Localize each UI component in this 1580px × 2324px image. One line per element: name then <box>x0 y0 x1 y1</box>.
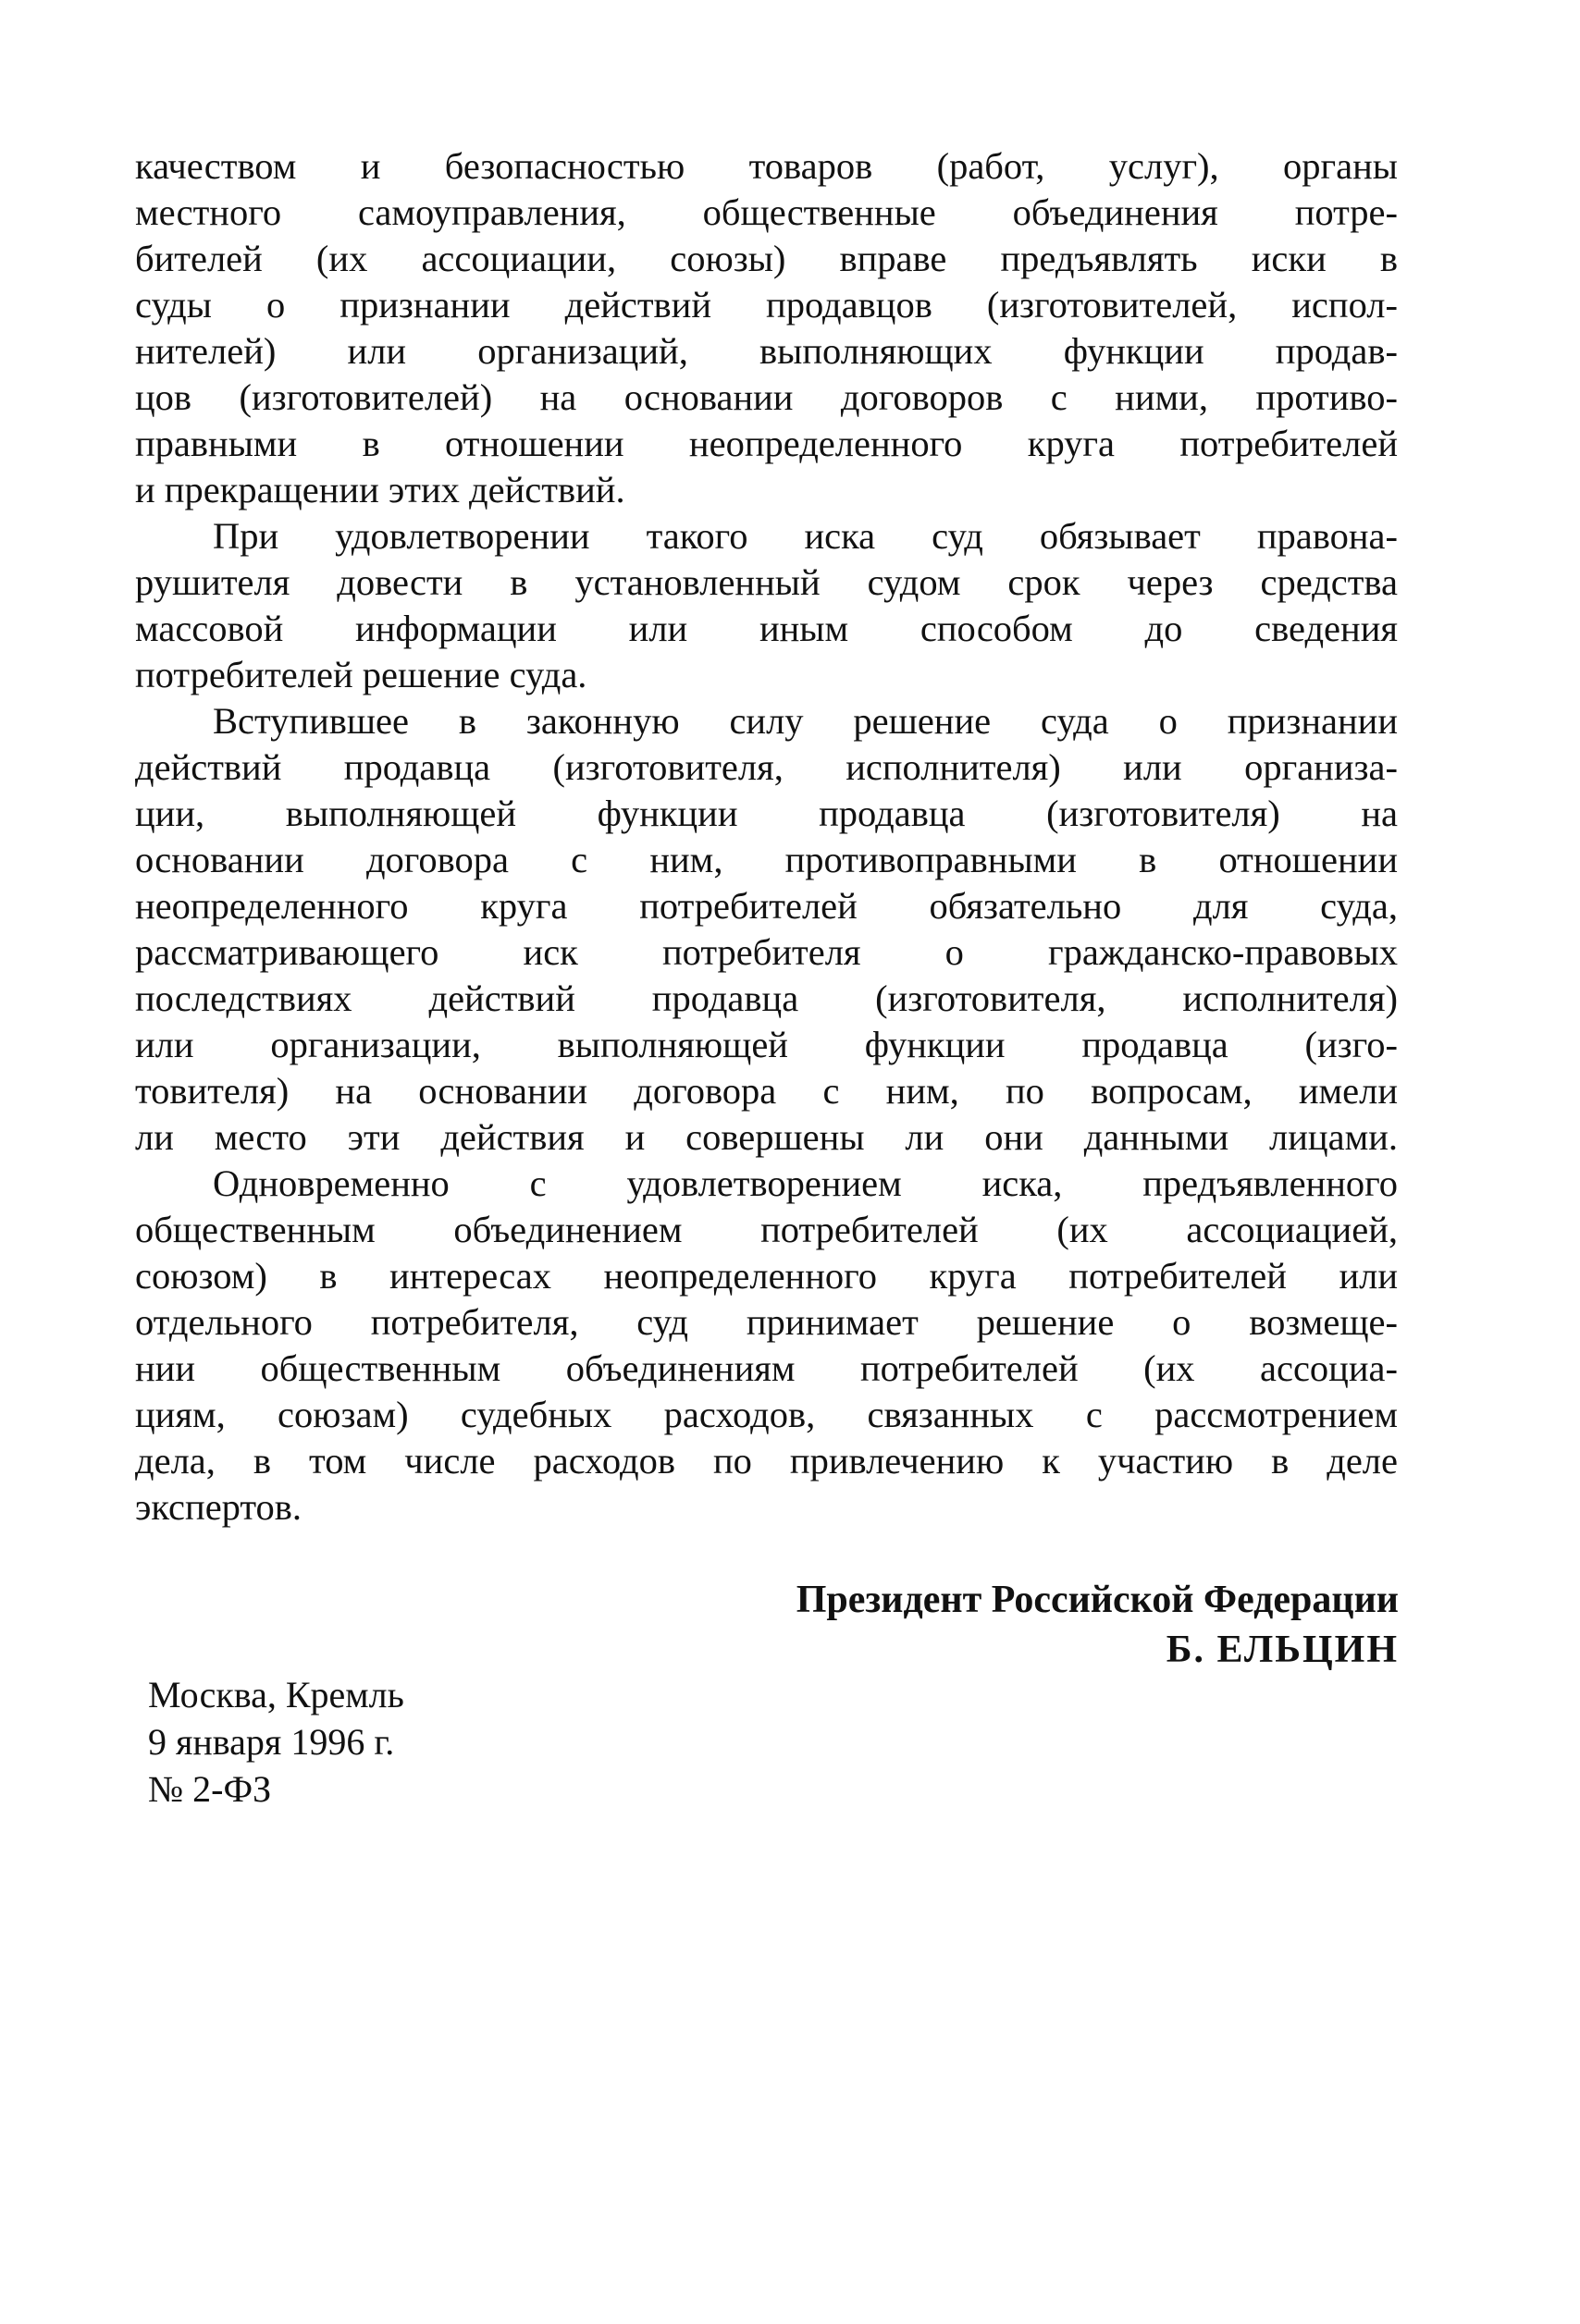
text-line: циям, союзам) судебных расходов, связанных с рассмотрением <box>135 1394 1398 1435</box>
text-line: основании договора с ним, противоправными в отношении <box>135 839 1398 880</box>
text-line: действий продавца (изготовителя, исполнителя) или организа- <box>135 746 1398 788</box>
text-line: ли место эти действия и совершены ли они данными лицами. <box>135 1116 1398 1158</box>
signature-name: Б. ЕЛЬЦИН <box>1166 1629 1399 1671</box>
text-line: потребителей решение суда. <box>135 654 587 695</box>
paragraph-1 <box>135 143 1398 513</box>
text-line: нии общественным объединениям потребителей (их ассоциа- <box>135 1347 1398 1389</box>
place-date-block <box>148 1671 404 1813</box>
text-line: массовой информации или иным способом до сведения <box>135 608 1398 649</box>
text-line: местного самоуправления, общественные объединения потре- <box>135 191 1398 233</box>
text-line: цов (изготовителей) на основании договоров с ними, противо- <box>135 376 1398 418</box>
law-text <box>135 143 1398 1531</box>
text-line: последствиях действий продавца (изготовителя, исполнителя) <box>135 978 1398 1019</box>
text-line: суды о признании действий продавцов (изготовителей, испол- <box>135 284 1398 326</box>
text-line: товителя) на основании договора с ним, по вопросам, имели <box>135 1070 1398 1112</box>
text-line: неопределенного круга потребителей обязательно для суда, <box>135 885 1398 927</box>
text-line: или организации, выполняющей функции продавца (изго- <box>135 1024 1398 1065</box>
text-line: дела, в том числе расходов по привлечению к участию в деле <box>135 1440 1398 1482</box>
text-line: ции, выполняющей функции продавца (изготовителя) на <box>135 793 1398 834</box>
text-line: союзом) в интересах неопределенного круга потребителей или <box>135 1255 1398 1297</box>
signature-block <box>796 1575 1399 1675</box>
text-line: рассматривающего иск потребителя о гражданско-правовых <box>135 931 1398 973</box>
paragraph-2 <box>135 513 1398 698</box>
text-line: Одновременно с удовлетворением иска, предъявленного <box>213 1162 1398 1204</box>
text-line: нителей) или организаций, выполняющих функции продав- <box>135 330 1398 372</box>
text-line: правными в отношении неопределенного круга потребителей <box>135 423 1398 464</box>
date: 9 января 1996 г. <box>148 1721 395 1763</box>
text-line: отдельного потребителя, суд принимает решение о возмеще- <box>135 1301 1398 1343</box>
paragraph-4 <box>135 1161 1398 1531</box>
text-line: Вступившее в законную силу решение суда о признании <box>213 700 1398 742</box>
place: Москва, Кремль <box>148 1674 404 1715</box>
text-line: и прекращении этих действий. <box>135 469 625 510</box>
text-line: качеством и безопасностью товаров (работ, услуг), органы <box>135 145 1398 187</box>
law-number: № 2-ФЗ <box>148 1768 272 1810</box>
paragraph-3 <box>135 698 1398 1161</box>
text-line: При удовлетворении такого иска суд обязывает правона- <box>213 515 1398 557</box>
text-line: экспертов. <box>135 1486 302 1528</box>
text-line: общественным объединением потребителей (их ассоциацией, <box>135 1209 1398 1250</box>
signature-title: Президент Российской Федерации <box>796 1579 1399 1621</box>
text-line: бителей (их ассоциации, союзы) вправе предъявлять иски в <box>135 238 1398 279</box>
text-line: рушителя довести в установленный судом срок через средства <box>135 561 1398 603</box>
